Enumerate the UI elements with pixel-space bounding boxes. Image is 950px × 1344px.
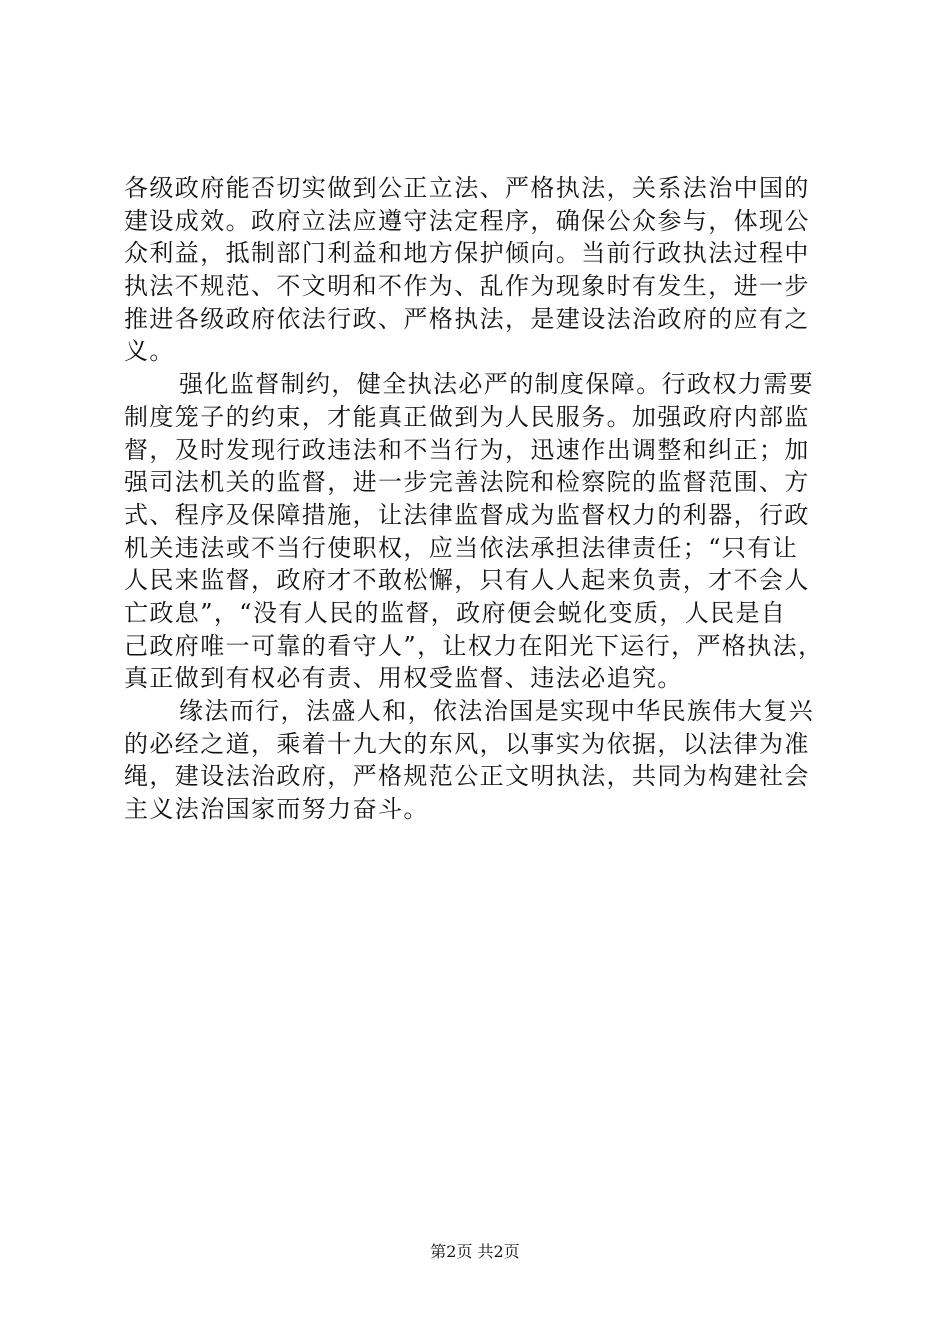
text-line: 众利益，抵制部门利益和地方保护倾向。当前行政执法过程中 <box>124 239 810 268</box>
text-line: 己政府唯一可靠的看守人”，让权力在阳光下运行，严格执法， <box>124 631 824 660</box>
text-line: 强司法机关的监督，进一步完善法院和检察院的监督范围、方 <box>124 468 810 497</box>
page-number: 第2页 共2页 <box>430 1242 520 1261</box>
text-line: 推进各级政府依法行政、严格执法，是建设法治政府的应有之 <box>124 304 810 333</box>
document-body <box>124 172 832 826</box>
text-line: 式、程序及保障措施，让法律监督成为监督权力的利器，行政 <box>124 500 810 529</box>
paragraph-start-line: 缘法而行，法盛人和，依法治国是实现中华民族伟大复兴 <box>179 697 814 725</box>
text-line: 机关违法或不当行使职权，应当依法承担法律责任；“只有让 <box>124 533 799 562</box>
text-line: 制度笼子的约束，才能真正做到为人民服务。加强政府内部监 <box>124 402 810 431</box>
text-line: 义。 <box>124 337 175 366</box>
paragraph-start-line: 强化监督制约，健全执法必严的制度保障。行政权力需要 <box>179 370 814 399</box>
text-line: 督，及时发现行政违法和不当行为，迅速作出调整和纠正；加 <box>124 435 810 464</box>
text-line: 建设成效。政府立法应遵守法定程序，确保公众参与，体现公 <box>124 206 810 235</box>
text-line: 绳，建设法治政府，严格规范公正文明执法，共同为构建社会 <box>124 762 810 791</box>
text-line: 亡政息”，“没有人民的监督，政府便会蜕化变质，人民是自 <box>124 598 787 627</box>
page-footer <box>0 1242 950 1262</box>
text-line: 的必经之道，乘着十九大的东风，以事实为依据，以法律为准 <box>124 729 810 758</box>
text-line: 主义法治国家而努力奋斗。 <box>124 795 429 824</box>
text-line: 真正做到有权必有责、用权受监督、违法必追究。 <box>124 664 683 693</box>
text-line: 执法不规范、不文明和不作为、乱作为现象时有发生，进一步 <box>124 272 810 301</box>
text-line: 人民来监督，政府才不敢松懈，只有人人起来负责，才不会人 <box>124 566 810 595</box>
text-line: 各级政府能否切实做到公正立法、严格执法，关系法治中国的 <box>124 174 810 202</box>
